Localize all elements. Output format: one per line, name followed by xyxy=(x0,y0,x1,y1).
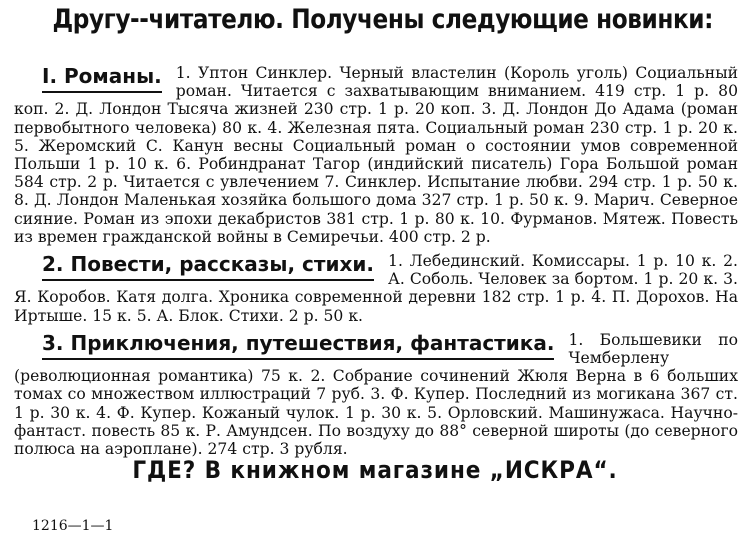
section-adventures xyxy=(14,331,738,458)
section-heading: 2. Повести, рассказы, стихи. xyxy=(42,252,374,281)
section-stories-poems xyxy=(14,252,738,325)
section-heading: I. Романы. xyxy=(42,64,162,93)
section-text: 1. Уптон Синклер. Черный властелин (Король уголь) Социальный роман. Читается с захватывающим вниманием. 419 стр. 1 р. 80 коп. 2. Д. Лондон Тысяча жизней 230 стр. 1 р. 20 коп. 3. Д. Лондон До Адама (роман первобытного человека) 80 к. 4. Железная пята. Социальный роман 230 стр. 1 р. 20 к. 5. Жеромский С. Канун весны Социальный роман о состоянии умов современной Польши 1 р. 10 к. 6. Робиндранат Тагор (индийский писатель) Гора Большой роман 584 стр. 2 р. Читается с увлечением 7. Синклер. Испытание любви. 294 стр. 1 р. 50 к. 8. Д. Лондон Маленькая хозяйка большого дома 327 стр. 1 р. 50 к. 9. Марич. Северное сияние. Роман из эпохи декабристов 381 стр. 1 р. 80 к. 10. Фурманов. Мятеж. Повесть из времен гражданской войны в Семиречьи. 400 стр. 2 р. xyxy=(14,64,738,246)
section-heading: 3. Приключения, путешествия, фантастика. xyxy=(42,331,554,360)
advertisement-headline: Другу--читателю. Получены следующие новинки: xyxy=(52,4,714,35)
section-text: 1. Лебединский. Комиссары. 1 р. 10 к. 2. А. Соболь. Человек за бортом. 1 р. 20 к. 3. Я. Коробов. Катя долга. Хроника современной деревни 182 стр. 1 р. 4. П. Дорохов. На Иртыше. 15 к. 5. А. Блок. Стихи. 2 р. 50 к. xyxy=(14,252,738,325)
store-slogan: ГДЕ? В книжном магазине „ИСКРА“. xyxy=(132,456,618,484)
advertisement-body xyxy=(14,64,738,458)
print-code: 1216—1—1 xyxy=(32,518,114,534)
section-novels xyxy=(14,64,738,246)
section-text: 1. Большевики по Чемберлену (революционная романтика) 75 к. 2. Собрание сочинений Жюля Верна в 6 больших томах со множеством иллюстраций 7 руб. 3. Ф. Купер. Последний из могикана 367 ст. 1 р. 30 к. 4. Ф. Купер. Кожаный чулок. 1 р. 30 к. 5. Орловский. Машинужаса. Научно-фантаст. повесть 85 к. Р. Амундсен. По воздуху до 88° северной широты (до северного полюса на аэроплане). 274 стр. 3 рубля. xyxy=(14,330,738,459)
